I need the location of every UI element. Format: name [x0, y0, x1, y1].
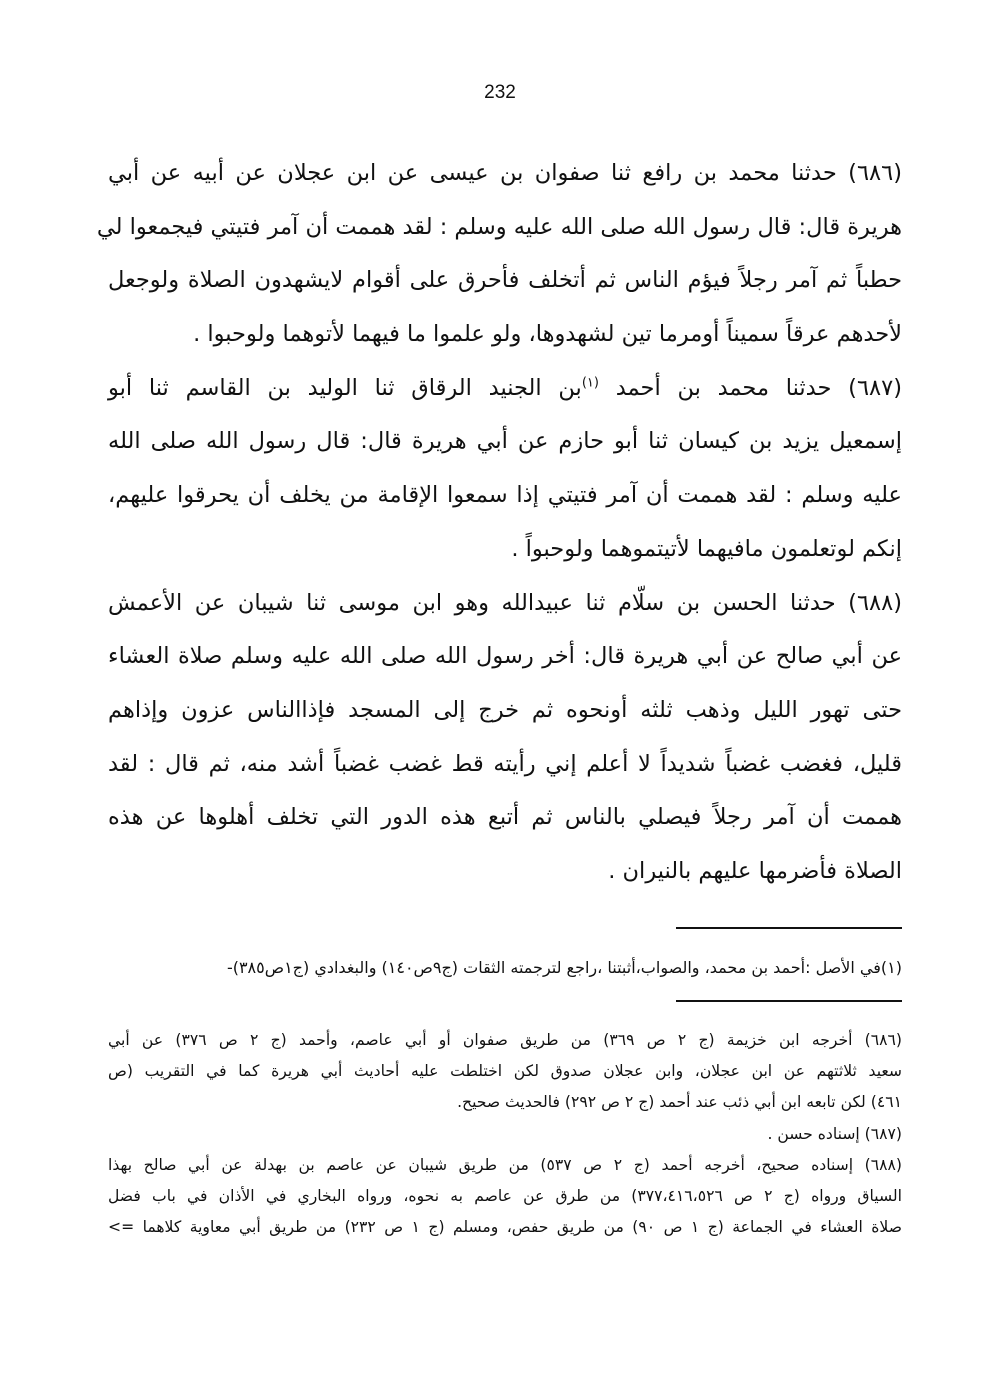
text-line: (٦٨٨) حدثنا الحسن بن سلّام ثنا عبيدالله وهو ابن موسى ثنا شيبان عن الأعمش [108, 589, 902, 616]
text-line: إسمعيل يزيد بن كيسان ثنا أبو حازم عن أبي هريرة قال: قال رسول الله صلى الله [108, 428, 902, 455]
note-line: (٦٨٨) إسناده صحيح، أخرجه أحمد (ج ٢ ص ٥٣٧) من طريق شيبان عن عاصم بن بهدلة عن أبي صالح بهذا [108, 1155, 902, 1174]
page-number: 232 [484, 82, 516, 103]
footnote: (١)في الأصل :أحمد بن محمد، والصواب،أثبتنا ،راجع لترجمته الثقات (ج٩ص١٤٠) والبغدادي (ج١ص٣٨٥)- [226, 958, 902, 977]
text-segment: (٦٨٧) حدثنا محمد بن أحمد [615, 374, 902, 401]
text-line: هممت أن آمر رجلاً فيصلي بالناس ثم أتبع هذه الدور التي تخلف أهلوها عن هذه [108, 804, 902, 831]
note-line: صلاة العشاء في الجماعة (ج ١ ص ٩٠) من طريق حفص، ومسلم (ج ١ ص ٢٣٢) من طريق أبي معاوية كلاهما => [108, 1218, 902, 1237]
takhrij-notes [108, 1025, 902, 1243]
text-segment: بن الجنيد الرقاق ثنا الوليد بن القاسم ثنا أبو [108, 374, 582, 401]
text-line: إنكم لوتعلمون مافيهما لأتيتموهما ولوحبواً . [511, 535, 902, 562]
note-line: سعيد ثلاثتهم عن ابن عجلان، وابن عجلان صدوق لكن اختلطت عليه أحاديث أبي هريرة كما في التقريب (ص [108, 1062, 902, 1081]
text-line: هريرة قال: قال رسول الله صلى الله عليه وسلم : لقد هممت أن آمر فتيتي فيجمعوا لي [96, 213, 902, 240]
text-line: عليه وسلم : لقد هممت أن آمر فتيتي إذا سمعوا الإقامة من يخلف أن يحرقوا عليهم، [108, 482, 902, 509]
text-line [108, 362, 902, 416]
main-text [96, 147, 902, 899]
text-line: عن أبي صالح عن أبي هريرة قال: أخر رسول الله صلى الله عليه وسلم صلاة العشاء [108, 643, 902, 670]
text-line: (٦٨٦) حدثنا محمد بن رافع ثنا صفوان بن عيسى عن ابن عجلان عن أبيه عن أبي [108, 160, 902, 186]
note-line: (٦٨٧) إسناده حسن . [767, 1124, 902, 1143]
text-line: حتى تهور الليل وذهب ثلثه أونحوه ثم خرج إلى المسجد فإذاالناس عزون وإذاهم [108, 696, 902, 723]
hadith-686 [96, 147, 902, 362]
footnote-reference: (١) [581, 375, 599, 391]
note-line: (٦٨٦) أخرجه ابن خزيمة (ج ٢ ص ٣٦٩) من طريق صفوان أو أبي عاصم، وأحمد (ج ٢ ص ٣٧٦) عن أبي [108, 1031, 902, 1049]
note-line: السياق ورواه (ج ٢ ص ٣٧٧،٤١٦،٥٢٦) من طرق عن عاصم به نحوه، ورواه البخاري في الأذان في باب فضل [108, 1186, 902, 1205]
text-line: لأحدهم عرقاً سميناً أومرما تين لشهدوها، ولو علموا ما فيهما لأتوهما ولوحبوا . [193, 321, 902, 348]
text-line: قليل، فغضب غضباً شديداً لا أعلم إني رأيته قط غضب غضباً أشد منه، ثم قال : لقد [108, 750, 902, 777]
note-line: ٤٦١) لكن تابعه ابن أبي ذئب عند أحمد (ج ٢ ص ٢٩٢) فالحديث صحيح. [457, 1093, 902, 1112]
text-line: حطباً ثم آمر رجلاً فيؤم الناس ثم أتخلف فأحرق على أقوام لايشهدون الصلاة ولوجعل [108, 267, 902, 294]
hadith-687 [108, 362, 902, 577]
text-line: الصلاة فأضرمها عليهم بالنيران . [608, 857, 902, 884]
hadith-688 [108, 577, 902, 899]
footnote-divider [676, 927, 902, 929]
notes-divider [676, 1000, 902, 1002]
